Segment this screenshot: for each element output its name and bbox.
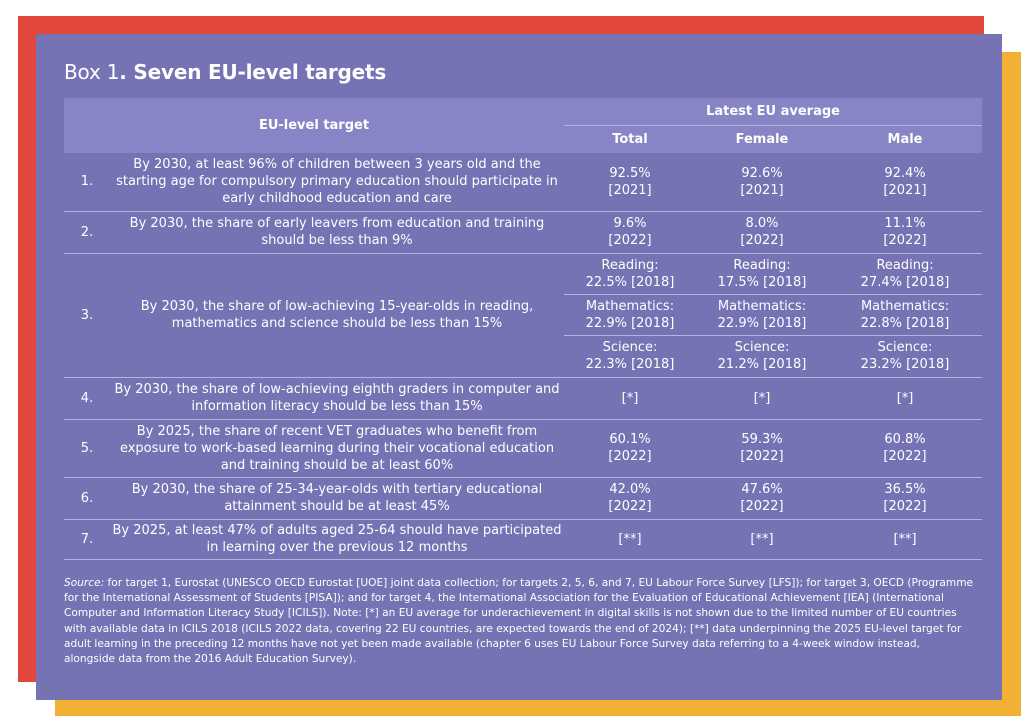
male-value: [828, 477, 982, 519]
year: [2022]: [883, 449, 927, 464]
row-number: 2.: [64, 211, 110, 253]
year: [2022]: [608, 499, 652, 514]
year: [2022]: [740, 233, 784, 248]
value: 42.0%: [609, 482, 651, 497]
year: [2022]: [608, 233, 652, 248]
male-value: [*]: [828, 377, 982, 419]
target-description: By 2030, the share of early leavers from education and training should be less than 9%: [110, 211, 564, 253]
target-description: By 2030, the share of low-achieving eighth graders in computer and information literacy should be less than 15%: [110, 377, 564, 419]
row-number: 7.: [64, 519, 110, 559]
box-panel: [36, 34, 1002, 700]
subject: Science:: [877, 340, 933, 355]
value: 60.8%: [884, 432, 926, 447]
table-row: [64, 519, 982, 559]
value: 59.3%: [741, 432, 783, 447]
source-note: [64, 576, 974, 667]
value: 47.6%: [741, 482, 783, 497]
year: [2022]: [608, 449, 652, 464]
value: 60.1%: [609, 432, 651, 447]
total-value: [564, 419, 696, 477]
subject: Science:: [734, 340, 790, 355]
row-number: 3.: [64, 253, 110, 377]
value: 22.3% [2018]: [585, 357, 675, 372]
subject: Mathematics:: [860, 298, 950, 314]
male-value: [828, 294, 982, 335]
value: 92.4%: [884, 165, 926, 181]
total-value: [*]: [564, 377, 696, 419]
subject: Mathematics:: [585, 298, 675, 314]
row-number: 1.: [64, 153, 110, 211]
year: [2022]: [883, 233, 927, 248]
subject: Reading:: [733, 257, 791, 273]
value: 22.5% [2018]: [585, 274, 675, 290]
value: 22.9% [2018]: [585, 315, 675, 331]
targets-table: [64, 98, 982, 560]
subject: Mathematics:: [717, 298, 807, 314]
table-row: [64, 211, 982, 253]
column-header-female: Female: [696, 126, 828, 154]
value: 36.5%: [884, 482, 926, 497]
total-value: [564, 253, 696, 294]
male-value: [**]: [828, 519, 982, 559]
female-value: [696, 477, 828, 519]
value: 27.4% [2018]: [860, 274, 950, 290]
subject: Science:: [602, 340, 658, 355]
table-row: [64, 153, 982, 211]
value: 9.6%: [613, 216, 647, 231]
female-value: [696, 335, 828, 377]
total-value: [564, 153, 696, 211]
row-number: 5.: [64, 419, 110, 477]
value: 92.6%: [741, 165, 783, 181]
total-value: [564, 335, 696, 377]
female-value: [*]: [696, 377, 828, 419]
header-target: EU-level target: [64, 98, 564, 153]
table-row: [64, 419, 982, 477]
value: 11.1%: [884, 216, 926, 231]
target-description: By 2030, the share of low-achieving 15-year-olds in reading, mathematics and science should be less than 15%: [110, 253, 564, 377]
box-label: Box 1: [64, 60, 120, 84]
year: [2022]: [740, 449, 784, 464]
year: [2021]: [883, 182, 927, 198]
box-title: [64, 60, 386, 84]
box-title-text: . Seven EU-level targets: [119, 60, 387, 84]
value: 22.9% [2018]: [717, 315, 807, 331]
female-value: [**]: [696, 519, 828, 559]
year: [2021]: [608, 182, 652, 198]
table-row: [64, 253, 982, 294]
total-value: [564, 477, 696, 519]
value: 8.0%: [745, 216, 779, 231]
total-value: [**]: [564, 519, 696, 559]
table-row: [64, 377, 982, 419]
row-number: 4.: [64, 377, 110, 419]
subject: Reading:: [876, 257, 934, 273]
male-value: [828, 335, 982, 377]
source-text: for target 1, Eurostat (UNESCO OECD Eurostat [UOE] joint data collection; for targets 2, 5, 6, and 7, EU Labour Force Survey [LFS]); for target 3, OECD (Programme for the International Assessment of Students [PISA]); and for target 4, the International Association for the Evaluation of Educational Achievement [IEA] (International Computer and Information Literacy Study [ICILS]). Note: [*] an EU average for underachievement in digital skills is not shown due to the limited number of EU countries with available data in ICILS 2018 (ICILS 2022 data, covering 22 EU countries, are expected towards the end of 2024); [**] data underpinning the 2025 EU-level target for adult learning in the preceding 12 months have not yet been made available (chapter 6 uses EU Labour Force Survey data referring to a 4-week window instead, alongside data from the 2016 Adult Education Survey).: [64, 577, 974, 666]
header-latest-eu-average: Latest EU average: [564, 98, 982, 126]
year: [2022]: [883, 499, 927, 514]
value: 92.5%: [609, 165, 651, 181]
table-row: [64, 477, 982, 519]
value: 21.2% [2018]: [717, 357, 807, 372]
target-description: By 2030, at least 96% of children between 3 years old and the starting age for compulsory primary education should participate in early childhood education and care: [110, 153, 564, 211]
female-value: [696, 419, 828, 477]
target-description: By 2030, the share of 25-34-year-olds with tertiary educational attainment should be at least 45%: [110, 477, 564, 519]
male-value: [828, 419, 982, 477]
male-value: [828, 211, 982, 253]
female-value: [696, 253, 828, 294]
year: [2021]: [740, 182, 784, 198]
female-value: [696, 153, 828, 211]
total-value: [564, 294, 696, 335]
male-value: [828, 253, 982, 294]
value: 17.5% [2018]: [717, 274, 807, 290]
target-description: By 2025, at least 47% of adults aged 25-64 should have participated in learning over the previous 12 months: [110, 519, 564, 559]
column-header-total: Total: [564, 126, 696, 154]
value: 23.2% [2018]: [860, 357, 950, 372]
subject: Reading:: [601, 257, 659, 273]
value: 22.8% [2018]: [860, 315, 950, 331]
total-value: [564, 211, 696, 253]
female-value: [696, 211, 828, 253]
row-number: 6.: [64, 477, 110, 519]
column-header-male: Male: [828, 126, 982, 154]
female-value: [696, 294, 828, 335]
male-value: [828, 153, 982, 211]
target-description: By 2025, the share of recent VET graduates who benefit from exposure to work-based learning during their vocational education and training should be at least 60%: [110, 419, 564, 477]
source-label: Source:: [64, 577, 105, 589]
year: [2022]: [740, 499, 784, 514]
